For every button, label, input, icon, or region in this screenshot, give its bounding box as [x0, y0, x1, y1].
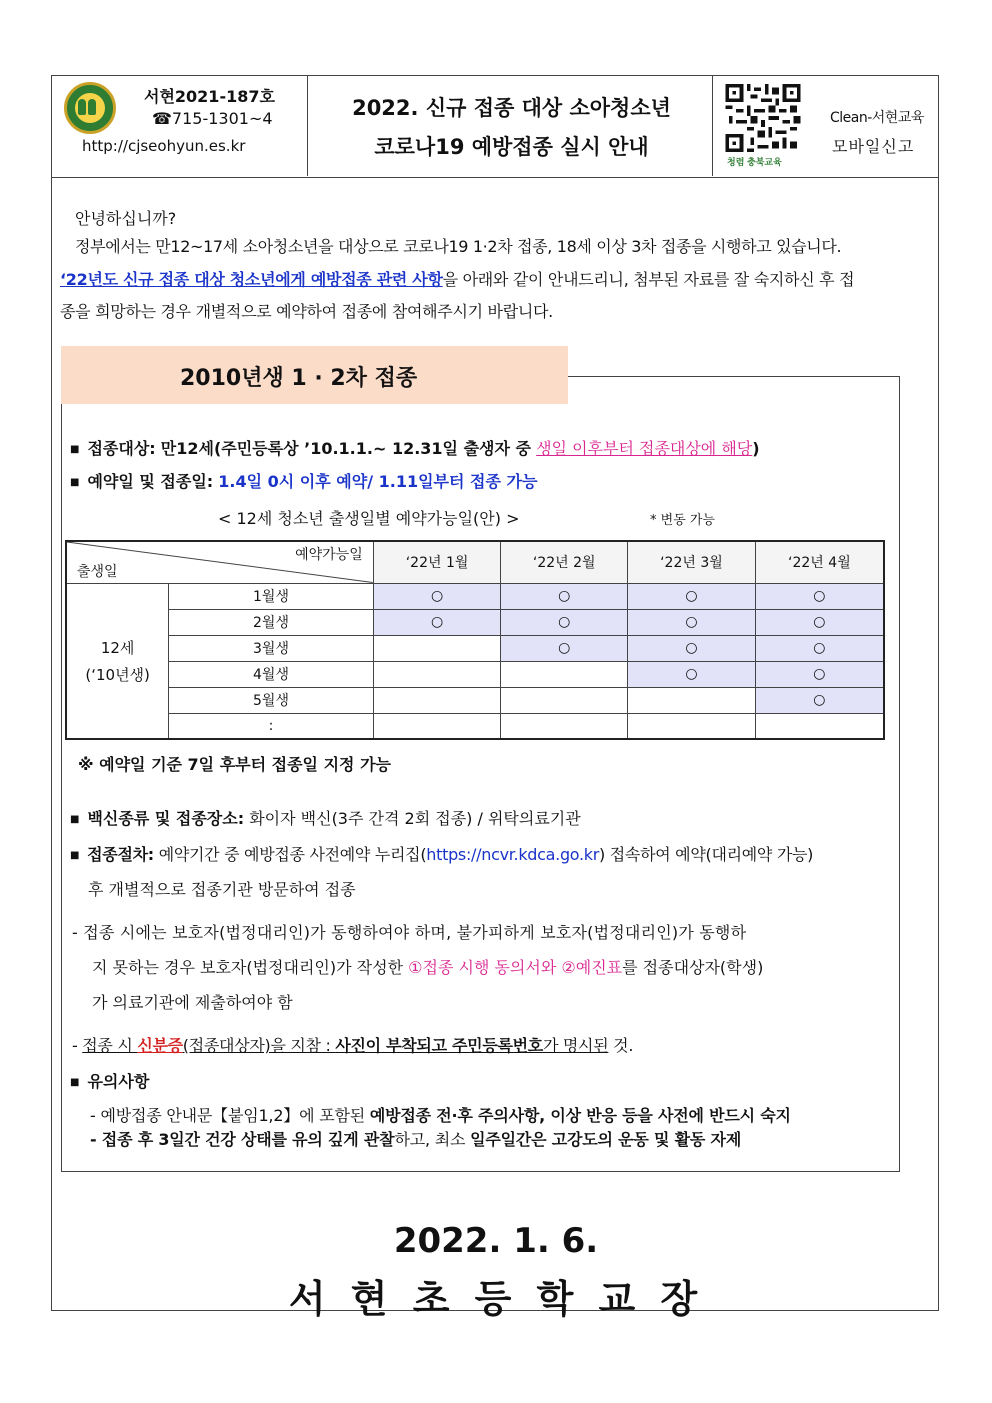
availability-cell — [628, 635, 756, 661]
vaccine-line: ■ 백신종류 및 접종장소: 화이자 백신(3주 간격 2회 접종) / 위탁의료기관 — [70, 809, 581, 828]
target-end: ) — [752, 439, 760, 458]
doc-number: 서현2021-187호 — [144, 87, 275, 106]
month-header: ‘22년 1월 — [373, 541, 501, 583]
available-mark: ○ — [685, 666, 698, 682]
school-url[interactable]: http://cjseohyun.es.kr — [82, 137, 246, 155]
vaccine-label: 백신종류 및 접종장소: — [87, 809, 245, 828]
availability-cell — [628, 713, 756, 739]
caution-emphasis: 일주일간은 고강도의 운동 및 활동 자제 — [470, 1130, 742, 1149]
guardian-text: 지 못하는 경우 보호자(법정대리인)가 작성한 — [92, 958, 404, 977]
target-line: ■ 접종대상: 만12세(주민등록상 ’10.1.1.~ 12.31일 출생자 중 생일 이후부터 접종대상에 해당) — [70, 439, 760, 458]
table-title: < 12세 청소년 출생일별 예약가능일(안) > — [218, 509, 520, 528]
reservation-link[interactable]: https://ncvr.kdca.go.kr — [426, 845, 600, 864]
available-mark: ○ — [685, 640, 698, 656]
guardian-line1: - 접종 시에는 보호자(법정대리인)가 동행하여야 하며, 불가피하게 보호자(법정대리인)가 동행하 — [72, 923, 747, 942]
id-text-tail: 것. — [608, 1036, 634, 1055]
availability-cell — [755, 583, 884, 609]
page-title-line1: 2022. 신규 접종 대상 소아청소년 — [352, 96, 671, 120]
required-forms: ①접종 시행 동의서와 ②예진표 — [408, 958, 623, 977]
availability-cell — [755, 609, 884, 635]
availability-cell — [755, 713, 884, 739]
available-mark: ○ — [813, 588, 826, 604]
available-mark: ○ — [813, 614, 826, 630]
id-card: 신분증 — [137, 1036, 183, 1055]
available-mark: ○ — [685, 588, 698, 604]
month-header: ‘22년 3월 — [628, 541, 756, 583]
table-row — [66, 661, 884, 687]
intro-line-highlight — [60, 267, 854, 290]
birth-month-label: 1월생 — [169, 583, 373, 609]
available-mark: ○ — [813, 692, 826, 708]
available-mark: ○ — [558, 588, 571, 604]
qr-code[interactable] — [725, 84, 801, 152]
guardian-line2 — [92, 955, 763, 978]
age-label: 12세 — [100, 638, 135, 657]
issue-date: 2022. 1. 6. — [393, 1221, 599, 1261]
available-mark: ○ — [558, 640, 571, 656]
id-dash: - — [72, 1036, 83, 1055]
caution-text: - 예방접종 안내문【붙임1,2】에 포함된 — [90, 1106, 370, 1125]
id-line — [72, 1033, 633, 1056]
page-title-line2: 코로나19 예방접종 실시 안내 — [374, 135, 649, 159]
availability-cell — [628, 609, 756, 635]
age-group-cell — [66, 583, 169, 739]
date-label: 예약일 및 접종일: — [87, 472, 214, 491]
available-mark: ○ — [430, 614, 444, 630]
availability-cell — [501, 713, 628, 739]
date-text: 1.4일 0시 이후 예약/ 1.11일부터 접종 가능 — [218, 472, 538, 491]
intro-line: 종을 희망하는 경우 개별적으로 예약하여 접종에 참여해주시기 바랍니다. — [60, 302, 553, 321]
procedure-label: 접종절차: — [87, 845, 154, 864]
birth-month-label: 4월생 — [169, 661, 373, 687]
intro-rest: 을 아래와 같이 안내드리니, 첨부된 자료를 잘 숙지하신 후 접 — [442, 270, 855, 289]
procedure-line2: 후 개별적으로 접종기관 방문하여 접종 — [88, 880, 356, 899]
birth-month-label: : — [169, 713, 373, 739]
section-title: 2010년생 1 · 2차 접종 — [180, 366, 418, 391]
id-requirement: 사진이 부착되고 주민등록번호 — [335, 1036, 543, 1055]
caution-item — [90, 1127, 741, 1150]
availability-cell — [373, 609, 501, 635]
month-header: ‘22년 4월 — [755, 541, 884, 583]
procedure-text-end: ) 접속하여 예약(대리예약 가능) — [599, 845, 814, 864]
table-row — [66, 687, 884, 713]
signature: 서 현 초 등 학 교 장 — [288, 1277, 704, 1321]
availability-cell — [501, 661, 628, 687]
table-note: * 변동 가능 — [650, 513, 715, 528]
table-corner — [66, 541, 373, 583]
availability-cell — [373, 661, 501, 687]
available-mark: ○ — [813, 666, 826, 682]
report-label: Clean-서현교육 — [830, 110, 924, 126]
procedure-line: ■ 접종절차: 예약기간 중 예방접종 사전예약 누리집(https://ncvr.kdca.go.kr) 접속하여 예약(대리예약 가능) — [70, 845, 814, 864]
availability-cell — [373, 583, 501, 609]
date-line: ■ 예약일 및 접종일: 1.4일 0시 이후 예약/ 1.11일부터 접종 가능 — [70, 472, 538, 491]
availability-cell — [501, 687, 628, 713]
guardian-line3: 가 의료기관에 제출하여야 함 — [92, 993, 293, 1012]
table-row — [66, 609, 884, 635]
highlight-topic: ‘22년도 신규 접종 대상 청소년에게 예방접종 관련 사항 — [60, 270, 443, 289]
availability-cell — [628, 583, 756, 609]
greeting: 안녕하십니까? — [75, 209, 177, 228]
table-row — [66, 583, 884, 609]
corner-top-label: 예약가능일 — [295, 547, 363, 563]
birth-month-label: 5월생 — [169, 687, 373, 713]
caution-heading: ■ 유의사항 — [70, 1072, 150, 1091]
availability-cell — [755, 661, 884, 687]
phone-number: ☎715-1301~4 — [152, 109, 273, 128]
intro-line: 정부에서는 만12~17세 소아청소년을 대상으로 코로나19 1·2차 접종, 18세 이상 3차 접종을 시행하고 있습니다. — [75, 237, 842, 256]
availability-cell — [373, 635, 501, 661]
guardian-text-end: 를 접종대상자(학생) — [622, 958, 764, 977]
available-mark: ○ — [558, 614, 571, 630]
table-row — [66, 635, 884, 661]
table-row — [66, 713, 884, 739]
target-label: 접종대상: — [87, 439, 156, 458]
available-mark: ○ — [685, 614, 698, 630]
id-text-mid: (접종대상자)을 지참 : — [182, 1036, 336, 1055]
availability-cell — [628, 687, 756, 713]
birth-month-label: 3월생 — [169, 635, 373, 661]
mobile-report-label: 모바일신고 — [832, 137, 915, 156]
booking-note: ※ 예약일 기준 7일 후부터 접종일 지정 가능 — [78, 755, 391, 774]
id-text-end: 가 명시된 — [542, 1036, 609, 1055]
target-highlight: 생일 이후부터 접종대상에 해당 — [536, 439, 753, 458]
school-logo — [64, 82, 116, 134]
caution-item — [90, 1103, 791, 1126]
qr-caption-left: 청렴 — [727, 158, 745, 168]
vaccine-text: 화이자 백신(3주 간격 2회 접종) / 위탁의료기관 — [249, 809, 581, 828]
available-mark: ○ — [430, 588, 444, 604]
birth-year-label: (‘10년생) — [85, 665, 150, 684]
target-text: 만12세(주민등록상 ’10.1.1.~ 12.31일 출생자 중 — [160, 439, 531, 458]
birth-month-label: 2월생 — [169, 609, 373, 635]
qr-caption-right: 충북교육 — [747, 158, 782, 168]
caution-emphasis: 예방접종 전·후 주의사항, 이상 반응 등을 사전에 반드시 숙지 — [369, 1106, 791, 1125]
procedure-text: 예약기간 중 예방접종 사전예약 누리집( — [158, 845, 427, 864]
availability-cell — [755, 635, 884, 661]
month-header: ‘22년 2월 — [501, 541, 628, 583]
availability-cell — [501, 583, 628, 609]
availability-cell — [373, 687, 501, 713]
caution-emphasis: - 접종 후 3일간 건강 상태를 유의 깊게 관찰 — [90, 1130, 395, 1149]
availability-cell — [755, 687, 884, 713]
availability-cell — [628, 661, 756, 687]
id-text: 접종 시 — [82, 1036, 138, 1055]
availability-cell — [373, 713, 501, 739]
corner-bottom-label: 출생일 — [77, 563, 118, 580]
caution-label: 유의사항 — [87, 1072, 150, 1091]
caution-text: 하고, 최소 — [394, 1130, 471, 1149]
availability-cell — [501, 609, 628, 635]
availability-cell — [501, 635, 628, 661]
available-mark: ○ — [813, 640, 826, 656]
reservation-table — [65, 540, 885, 740]
